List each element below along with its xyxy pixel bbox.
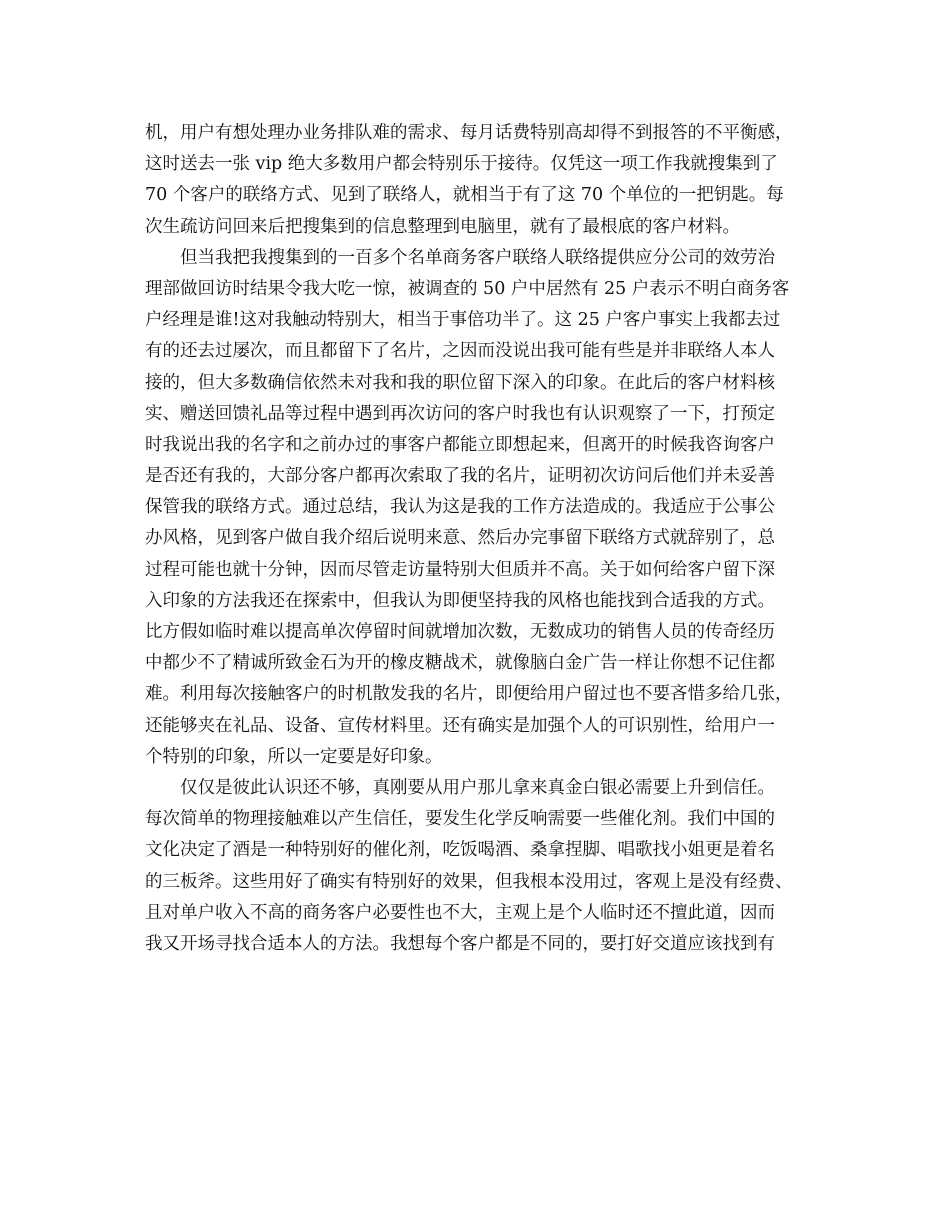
text-line: 理部做回访时结果令我大吃一惊，被调查的 50 户中居然有 25 户表示不明白商务客 xyxy=(145,278,790,299)
text-line: 接的，但大多数确信依然未对我和我的职位留下深入的印象。在此后的客户材料核 xyxy=(145,372,775,393)
text-line: 有的还去过屡次，而且都留下了名片，之因而没说出我可能有些是并非联络人本人 xyxy=(145,341,775,362)
text-line: 过程可能也就十分钟，因而尽管走访量特别大但质并不高。关于如何给客户留下深 xyxy=(145,559,775,580)
text-line: 我又开场寻找合适本人的方法。我想每个客户都是不同的，要打好交道应该找到有 xyxy=(145,933,775,954)
text-line: 入印象的方法我还在探索中，但我认为即便坚持我的风格也能找到合适我的方式。 xyxy=(145,590,775,611)
text-line: 是否还有我的，大部分客户都再次索取了我的名片，证明初次访问后他们并未妥善 xyxy=(145,466,775,487)
text-line: 文化决定了酒是一种特别好的催化剂，吃饭喝酒、桑拿捏脚、唱歌找小姐更是着名 xyxy=(145,840,775,861)
paragraph-first-line: 但当我把我搜集到的一百多个名单商务客户联络人联络提供应分公司的效劳治 xyxy=(180,247,775,268)
text-line: 机，用户有想处理办业务排队难的需求、每月话费特别高却得不到报答的不平衡感， xyxy=(145,123,793,143)
text-line: 这时送去一张 vip 绝大多数用户都会特别乐于接待。仅凭这一项工作我就搜集到了 xyxy=(145,154,778,175)
text-line: 办风格，见到客户做自我介绍后说明来意、然后办完事留下联络方式就辞别了，总 xyxy=(145,528,775,549)
text-line: 每次简单的物理接触难以产生信任，要发生化学反响需要一些催化剂。我们中国的 xyxy=(145,809,775,830)
text-line: 的三板斧。这些用好了确实有特别好的效果，但我根本没用过，客观上是没有经费、 xyxy=(145,871,793,892)
text-line: 比方假如临时难以提高单次停留时间就增加次数，无数成功的销售人员的传奇经历 xyxy=(145,622,775,642)
text-line: 70 个客户的联络方式、见到了联络人，就相当于有了这 70 个单位的一把钥匙。每 xyxy=(145,185,784,206)
text-line: 实、赠送回馈礼品等过程中遇到再次访问的客户时我也有认识观察了一下，打预定 xyxy=(145,403,775,424)
text-line: 保管我的联络方式。通过总结，我认为这是我的工作方法造成的。我适应于公事公 xyxy=(145,497,775,518)
text-line: 户经理是谁!这对我触动特别大，相当于事倍功半了。这 25 户客户事实上我都去过 xyxy=(145,310,781,331)
body-text xyxy=(145,118,825,960)
text-line: 次生疏访问回来后把搜集到的信息整理到电脑里，就有了最根底的客户材料。 xyxy=(145,216,740,237)
text-line: 个特别的印象，所以一定要是好印象。 xyxy=(145,746,443,767)
text-line: 还能够夹在礼品、设备、宣传材料里。还有确实是加强个人的可识别性，给用户一 xyxy=(145,715,775,736)
text-line: 中都少不了精诚所致金石为开的橡皮糖战术，就像脑白金广告一样让你想不记住都 xyxy=(145,653,775,674)
text-line: 且对单户收入不高的商务客户必要性也不大，主观上是个人临时还不擅此道，因而 xyxy=(145,902,775,923)
text-line: 时我说出我的名字和之前办过的事客户都能立即想起来，但离开的时候我咨询客户 xyxy=(145,434,775,455)
paragraph-first-line: 仅仅是彼此认识还不够，真刚要从用户那儿拿来真金白银必需要上升到信任。 xyxy=(180,777,775,798)
text-line: 难。利用每次接触客户的时机散发我的名片，即便给用户留过也不要吝惜多给几张， xyxy=(145,684,793,705)
